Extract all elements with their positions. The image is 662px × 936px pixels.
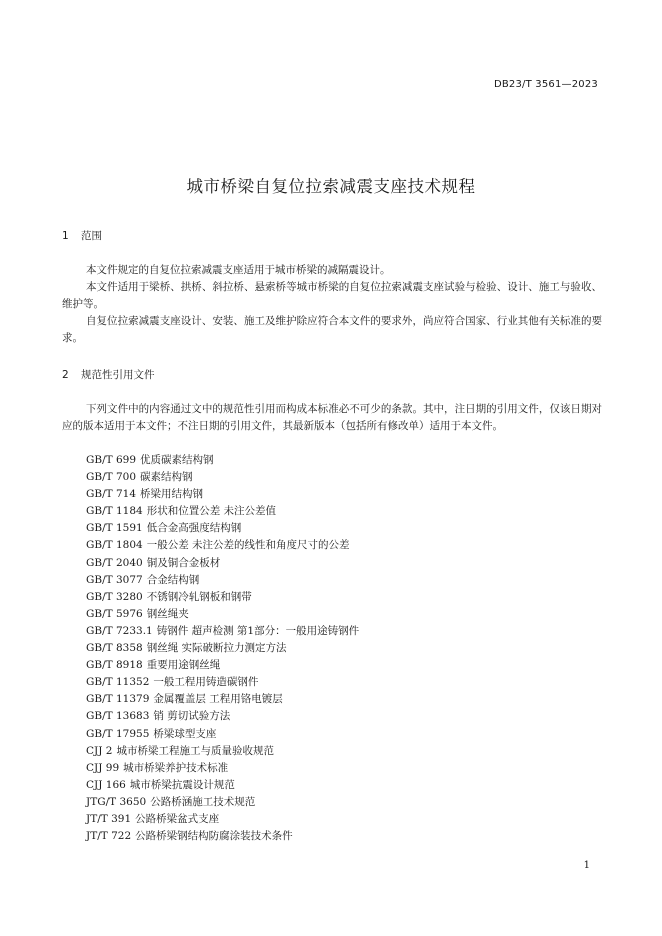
reference-item (86, 452, 359, 469)
section-title: 规范性引用文件 (81, 369, 155, 381)
reference-item (86, 794, 359, 811)
section-2-heading (62, 367, 155, 382)
reference-code: GB/T 1184 (86, 505, 143, 518)
reference-code: GB/T 8358 (86, 642, 143, 655)
reference-code: GB/T 1804 (86, 539, 143, 552)
reference-code: CJJ 2 (86, 744, 113, 757)
reference-code: GB/T 700 (86, 471, 137, 484)
reference-title: 金属覆盖层 工程用铬电镀层 (153, 693, 283, 706)
reference-title: 重要用途钢丝绳 (146, 659, 221, 672)
section-number: 1 (62, 230, 69, 242)
reference-code: JT/T 391 (86, 812, 132, 825)
reference-title: 优质碳素结构钢 (140, 454, 214, 466)
reference-code: JTG/T 3650 (86, 795, 147, 808)
reference-title: 桥梁用结构钢 (140, 488, 204, 501)
reference-title: 铜及铜合金板材 (146, 556, 221, 569)
reference-title: 低合金高强度结构钢 (146, 522, 242, 535)
reference-code: GB/T 3077 (86, 573, 143, 586)
reference-code: GB/T 8918 (86, 659, 143, 672)
reference-item (86, 760, 359, 777)
reference-item (86, 555, 359, 572)
reference-item (86, 520, 359, 537)
page-number: 1 (583, 860, 590, 871)
reference-item (86, 640, 359, 657)
reference-item (86, 828, 359, 845)
reference-code: GB/T 699 (86, 454, 137, 466)
reference-title: 公路桥涵施工技术规范 (150, 795, 256, 808)
reference-title: 形状和位置公差 未注公差值 (146, 505, 277, 518)
reference-title: 城市桥梁抗震设计规范 (129, 778, 235, 791)
paragraph: 本文件规定的自复位拉索减震支座适用于城市桥梁的减隔震设计。 (86, 264, 391, 276)
reference-code: GB/T 11352 (86, 676, 150, 689)
section-1-heading (62, 228, 102, 243)
document-title: 城市桥梁自复位拉索减震支座技术规程 (186, 177, 476, 196)
section-number: 2 (62, 369, 69, 381)
reference-code: JT/T 722 (86, 830, 132, 843)
reference-title: 城市桥梁工程施工与质量验收规范 (116, 744, 274, 757)
reference-code: GB/T 1591 (86, 522, 143, 535)
reference-title: 公路桥梁钢结构防腐涂装技术条件 (135, 830, 293, 843)
reference-code: CJJ 99 (86, 761, 120, 774)
reference-code: GB/T 7233.1 (86, 624, 153, 637)
reference-item (86, 708, 359, 725)
reference-title: 城市桥梁养护技术标准 (123, 761, 229, 774)
reference-title: 合金结构钢 (146, 573, 200, 586)
reference-title: 一般工程用铸造碳钢件 (153, 676, 259, 689)
reference-item (86, 537, 359, 554)
paragraph: 本文件适用于梁桥、拱桥、斜拉桥、悬索桥等城市桥梁的自复位拉索减震支座试验与检验、设计、施工与验收、维护等。 (62, 281, 602, 310)
paragraph: 自复位拉索减震支座设计、安装、施工及维护除应符合本文件的要求外，尚应符合国家、行业其他有关标准的要求。 (62, 315, 602, 344)
reference-code: GB/T 714 (86, 488, 137, 501)
reference-item (86, 691, 359, 708)
reference-title: 公路桥梁盆式支座 (135, 812, 220, 825)
reference-item (86, 657, 359, 674)
reference-item (86, 469, 359, 486)
reference-title: 不锈钢冷轧钢板和钢带 (146, 590, 252, 603)
reference-title: 钢丝绳夹 (146, 607, 189, 620)
reference-code: GB/T 2040 (86, 556, 143, 569)
reference-list (86, 452, 359, 845)
reference-code: GB/T 11379 (86, 693, 150, 706)
reference-item (86, 674, 359, 691)
section-title: 范围 (81, 230, 102, 242)
reference-item (86, 811, 359, 828)
paragraph: 下列文件中的内容通过文中的规范性引用而构成本标准必不可少的条款。其中，注日期的引用文件，仅该日期对应的版本适用于本文件；不注日期的引用文件，其最新版本（包括所有修改单）适用于本文件。 (62, 403, 602, 432)
reference-code: GB/T 3280 (86, 590, 143, 603)
reference-item (86, 572, 359, 589)
reference-title: 碳素结构钢 (140, 471, 193, 484)
reference-code: GB/T 17955 (86, 727, 150, 740)
reference-item (86, 743, 359, 760)
reference-item (86, 623, 359, 640)
reference-title: 钢丝绳 实际破断拉力测定方法 (146, 642, 287, 655)
reference-code: GB/T 13683 (86, 710, 150, 723)
reference-item (86, 726, 359, 743)
reference-title: 铸钢件 超声检测 第1部分：一般用途铸钢件 (156, 624, 360, 637)
reference-item (86, 777, 359, 794)
document-code: DB23/T 3561—2023 (493, 79, 598, 90)
reference-item (86, 503, 359, 520)
reference-code: CJJ 166 (86, 778, 126, 791)
reference-title: 一般公差 未注公差的线性和角度尺寸的公差 (146, 539, 350, 552)
reference-code: GB/T 5976 (86, 607, 143, 620)
reference-item (86, 486, 359, 503)
reference-title: 销 剪切试验方法 (153, 710, 231, 723)
reference-item (86, 589, 359, 606)
reference-item (86, 606, 359, 623)
reference-title: 桥梁球型支座 (153, 727, 217, 740)
